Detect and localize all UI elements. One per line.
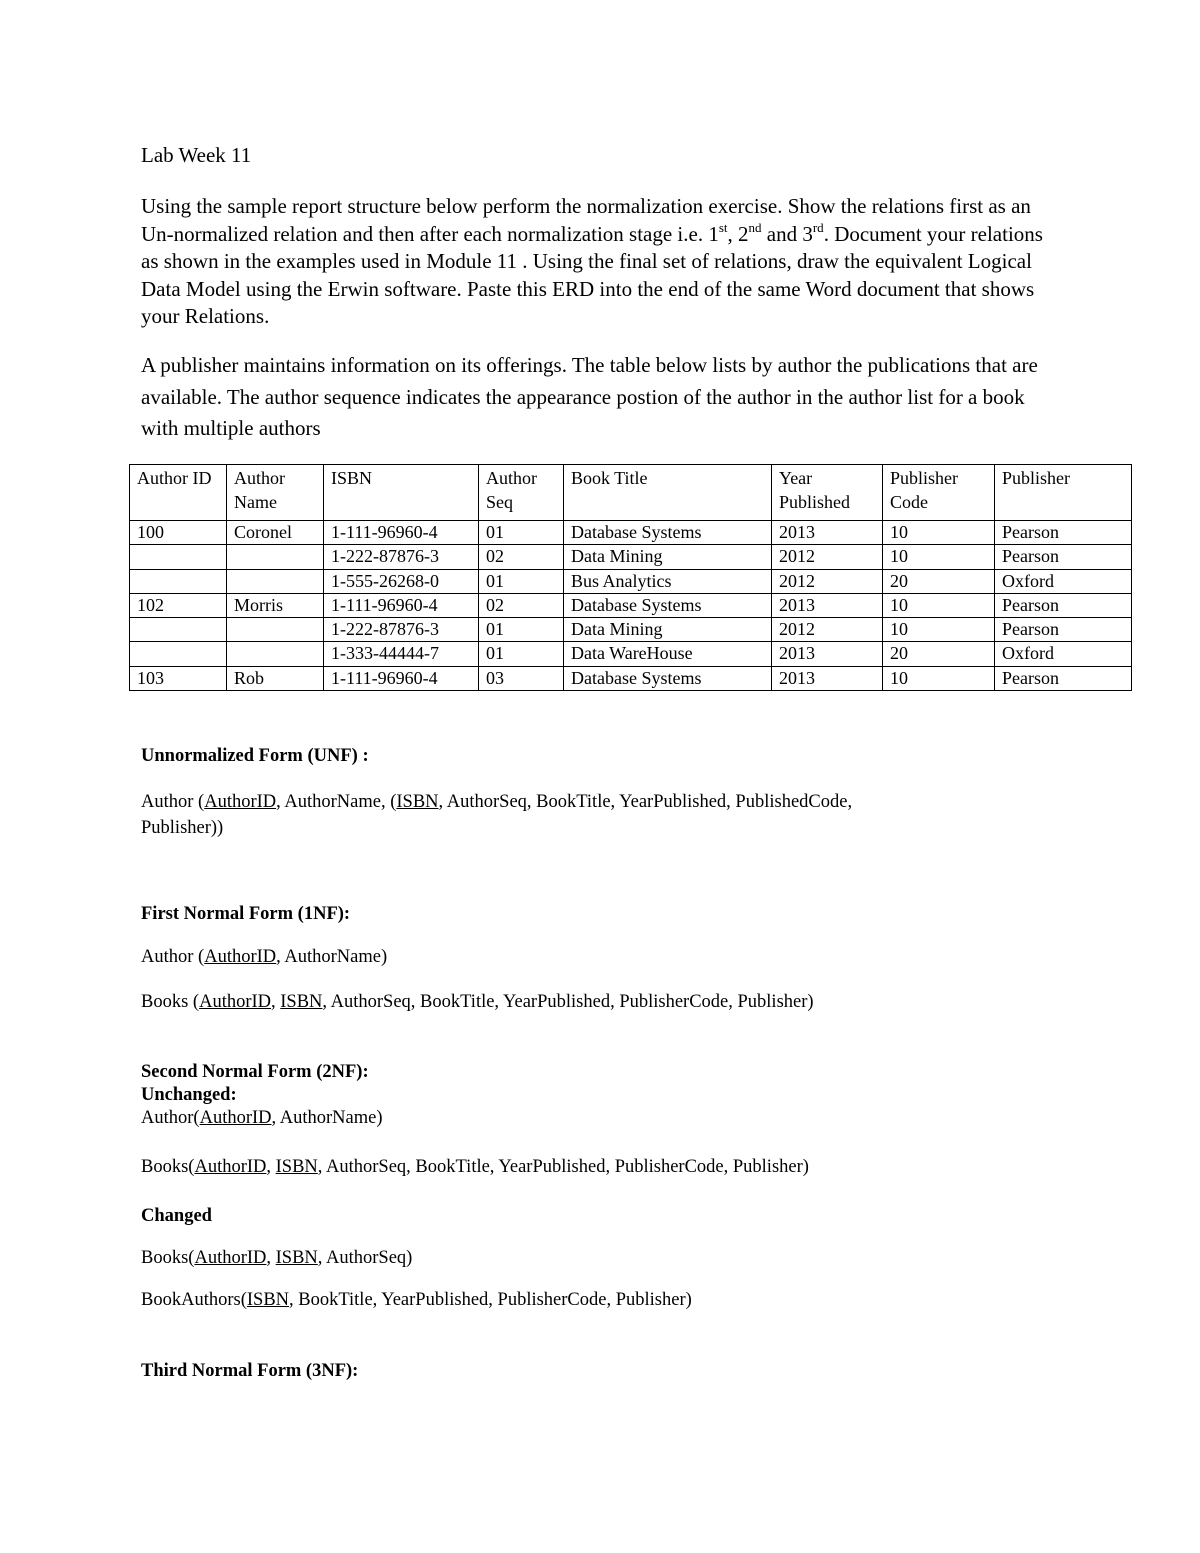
table-cell: Oxford [995,569,1132,593]
table-cell [130,618,227,642]
table-row [130,593,1132,617]
table-cell: 10 [883,593,995,617]
table-cell: Pearson [995,545,1132,569]
primary-key: AuthorID [204,792,277,812]
table-row [130,569,1132,593]
table-cell: 02 [479,593,564,617]
instructions-text-1: Using the sample report structure below perform the normalization exercise. Show the relations first as an Un-normalized relation and then after each normalization stage i.e. 1 [141,194,1031,246]
table-cell: 2013 [772,593,883,617]
header-cell: Publisher [995,465,1132,521]
instructions-paragraph [141,193,1061,331]
primary-key: ISBN [246,1290,290,1310]
relation-text: Author( [141,1108,200,1128]
relation-text: Books( [141,1248,195,1268]
table-cell: Pearson [995,666,1132,690]
table-cell [130,642,227,666]
table-cell: Data WareHouse [564,642,772,666]
table-cell [227,642,324,666]
primary-key: AuthorID [199,992,272,1012]
nf1-heading: First Normal Form (1NF): [141,904,351,924]
table-cell [227,569,324,593]
instructions-text-2: , 2 [727,221,749,246]
table-cell: Data Mining [564,545,772,569]
table-row [130,642,1132,666]
unf-heading: Unnormalized Form (UNF) : [141,746,369,766]
table-row [130,545,1132,569]
table-cell: Coronel [227,521,324,545]
table-cell: 01 [479,618,564,642]
table-cell: 01 [479,569,564,593]
table-cell: Database Systems [564,666,772,690]
table-row [130,666,1132,690]
table-row [130,618,1132,642]
relation-text: , AuthorSeq, BookTitle, YearPublished, PublisherCode, Publisher) [322,992,814,1012]
table-cell: 2013 [772,521,883,545]
header-cell: Author Seq [479,465,564,521]
table-cell [130,569,227,593]
table-cell: Database Systems [564,521,772,545]
relation-text: Books ( [141,992,200,1012]
table-cell: 100 [130,521,227,545]
table-cell [130,545,227,569]
relation-text: , BookTitle, YearPublished, PublisherCode, Publisher) [289,1290,692,1310]
table-cell: 2012 [772,618,883,642]
primary-key: ISBN [275,1248,318,1268]
relation-text: , AuthorName) [271,1108,383,1128]
table-cell: 10 [883,618,995,642]
relation-text: Author ( [141,947,205,967]
table-cell [227,618,324,642]
table-cell: 01 [479,521,564,545]
nf2-author-relation [141,1108,383,1129]
table-cell: 20 [883,569,995,593]
relation-text: , AuthorName) [276,947,388,967]
nf2-books-relation [141,1157,809,1178]
relation-text: Publisher)) [141,818,224,838]
instructions-text-3: and 3 [761,221,813,246]
header-cell: ISBN [324,465,479,521]
table-cell: 1-333-44444-7 [324,642,479,666]
nf1-books-relation [141,992,814,1013]
relation-text: Books( [141,1157,195,1177]
table-cell: Pearson [995,618,1132,642]
primary-key: AuthorID [199,1108,272,1128]
table-cell: Data Mining [564,618,772,642]
relation-text: , [266,1248,276,1268]
table-cell: 10 [883,666,995,690]
description-paragraph: A publisher maintains information on its offerings. The table below lists by author the publications that are available. The author sequence indicates the appearance postion of the author in the author list for a book with multiple authors [141,353,1038,440]
nf1-author-relation [141,947,387,968]
table-cell: 01 [479,642,564,666]
primary-key: ISBN [280,992,323,1012]
table-cell: Bus Analytics [564,569,772,593]
table-cell: 2012 [772,545,883,569]
relation-text: , [271,992,281,1012]
table-cell: 10 [883,521,995,545]
table-cell: 102 [130,593,227,617]
publications-table [129,464,1132,691]
table-cell: 1-111-96960-4 [324,593,479,617]
header-cell: Author ID [130,465,227,521]
table-cell: Morris [227,593,324,617]
table-cell: Pearson [995,521,1132,545]
table-cell: 1-111-96960-4 [324,666,479,690]
relation-text: BookAuthors( [141,1290,247,1310]
table-cell: Oxford [995,642,1132,666]
table-header-row [130,465,1132,521]
nf2-heading: Second Normal Form (2NF): [141,1062,369,1082]
table-cell: 20 [883,642,995,666]
header-cell: Year Published [772,465,883,521]
doc-title: Lab Week 11 [141,143,252,167]
primary-key: ISBN [275,1157,318,1177]
header-cell: Book Title [564,465,772,521]
table-cell: 2013 [772,642,883,666]
nf2-changed-label: Changed [141,1206,212,1226]
table-cell: 10 [883,545,995,569]
relation-text: , [266,1157,276,1177]
nf2-bookauthors-relation [141,1290,692,1311]
table-cell: Rob [227,666,324,690]
table-cell: 1-222-87876-3 [324,545,479,569]
instructions-text-4: . Document your relations as shown in the examples used in Module 11 . Using the final set of relations, draw the equivalent Logical Data Model using the Erwin software. Paste this ERD into the end of the same Word document that shows your Relations. [141,221,1043,328]
table-cell: 03 [479,666,564,690]
table-cell: 1-111-96960-4 [324,521,479,545]
relation-text: , AuthorSeq, BookTitle, YearPublished, PublishedCode, [438,792,853,812]
table-cell: 103 [130,666,227,690]
nf3-heading: Third Normal Form (3NF): [141,1361,359,1381]
table-cell: 1-555-26268-0 [324,569,479,593]
nf2-books-changed-relation [141,1248,412,1269]
relation-text: , AuthorSeq) [317,1248,413,1268]
primary-key: ISBN [396,792,439,812]
relation-text: , AuthorSeq, BookTitle, YearPublished, PublisherCode, Publisher) [317,1157,809,1177]
primary-key: AuthorID [194,1248,267,1268]
table-cell: 2013 [772,666,883,690]
table-cell: 2012 [772,569,883,593]
sup-rd: rd [812,219,824,235]
sup-nd: nd [748,219,762,235]
table-cell: Database Systems [564,593,772,617]
unf-relation [141,789,1041,841]
table-cell: 1-222-87876-3 [324,618,479,642]
primary-key: AuthorID [204,947,277,967]
relation-text: , AuthorName, ( [276,792,397,812]
relation-text: Author ( [141,792,205,812]
header-cell: Publisher Code [883,465,995,521]
header-cell: Author Name [227,465,324,521]
sup-st: st [718,219,728,235]
table-cell: Pearson [995,593,1132,617]
table-row [130,521,1132,545]
primary-key: AuthorID [194,1157,267,1177]
table-cell: 02 [479,545,564,569]
table-cell [227,545,324,569]
nf2-unchanged-label: Unchanged: [141,1085,237,1105]
